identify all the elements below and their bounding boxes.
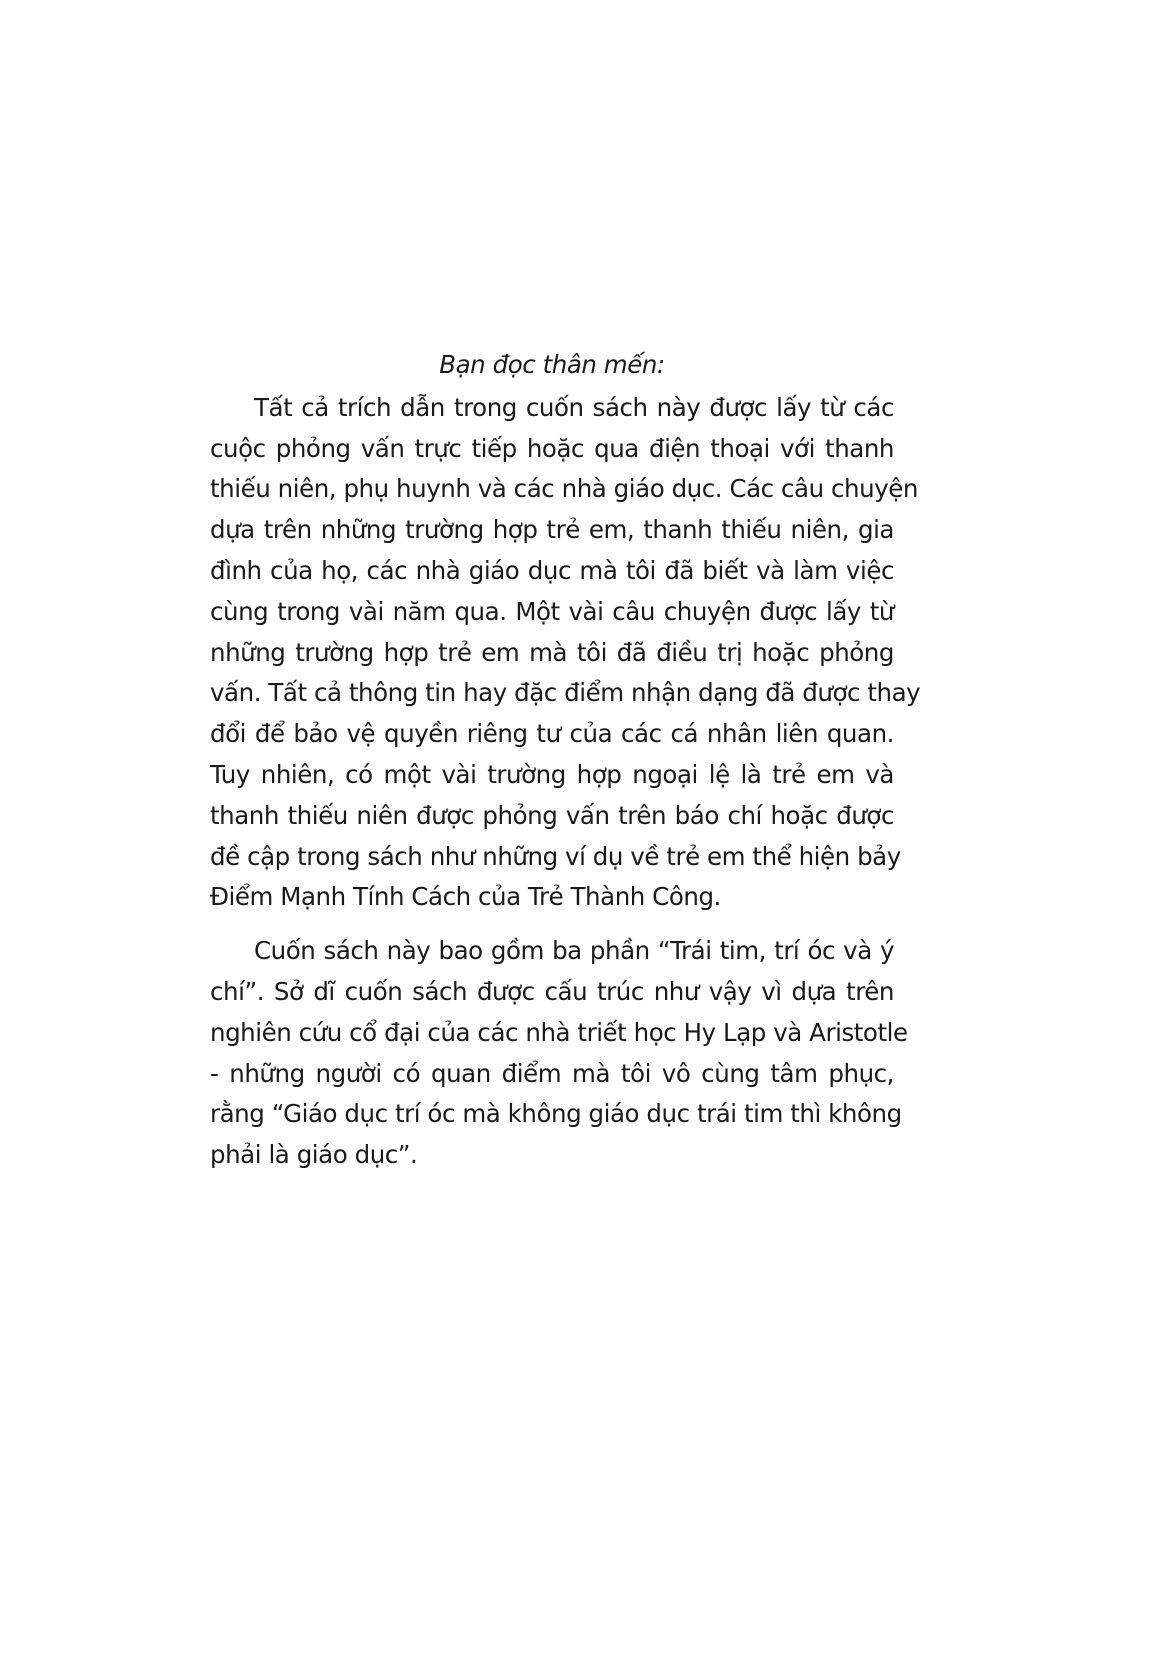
text-line: rằng “Giáo dục trí óc mà không giáo dục trái tim thì không [210, 1099, 902, 1129]
text-line: chí”. Sở dĩ cuốn sách được cấu trúc như vậy vì dựa trên [210, 976, 894, 1006]
text-line: đổi để bảo vệ quyền riêng tư của các cá nhân liên quan. [210, 719, 894, 749]
text-line: thanh thiếu niên được phỏng vấn trên báo chí hoặc được [210, 800, 894, 830]
text-line: phải là giáo dục”. [210, 1140, 418, 1170]
text-line: dựa trên những trường hợp trẻ em, thanh thiếu niên, gia [210, 515, 894, 545]
paragraph-1 [210, 388, 921, 918]
text-line: Tuy nhiên, có một vài trường hợp ngoại lệ là trẻ em và [210, 759, 894, 789]
text-line: cùng trong vài năm qua. Một vài câu chuyện được lấy từ [210, 596, 894, 626]
paragraph-2 [210, 931, 908, 1176]
text-line: Tất cả trích dẫn trong cuốn sách này được lấy từ các [254, 392, 894, 422]
text-line: thiếu niên, phụ huynh và các nhà giáo dục. Các câu chuyện [210, 474, 918, 504]
text-line: vấn. Tất cả thông tin hay đặc điểm nhận dạng đã được thay [210, 678, 921, 708]
text-line: nghiên cứu cổ đại của các nhà triết học Hy Lạp và Aristotle [210, 1017, 908, 1047]
text-line: những trường hợp trẻ em mà tôi đã điều trị hoặc phỏng [210, 637, 894, 667]
text-line: - những người có quan điểm mà tôi vô cùng tâm phục, [210, 1058, 894, 1088]
text-block [210, 345, 921, 1176]
text-line: cuộc phỏng vấn trực tiếp hoặc qua điện thoại với thanh [210, 433, 894, 463]
text-line: đề cập trong sách như những ví dụ về trẻ em thể hiện bảy [210, 841, 901, 871]
page-heading: Bạn đọc thân mến: [439, 350, 665, 379]
text-line: Cuốn sách này bao gồm ba phần “Trái tim, trí óc và ý [254, 936, 894, 966]
text-line: Điểm Mạnh Tính Cách của Trẻ Thành Công. [210, 882, 721, 912]
text-line: đình của họ, các nhà giáo dục mà tôi đã biết và làm việc [210, 555, 894, 585]
